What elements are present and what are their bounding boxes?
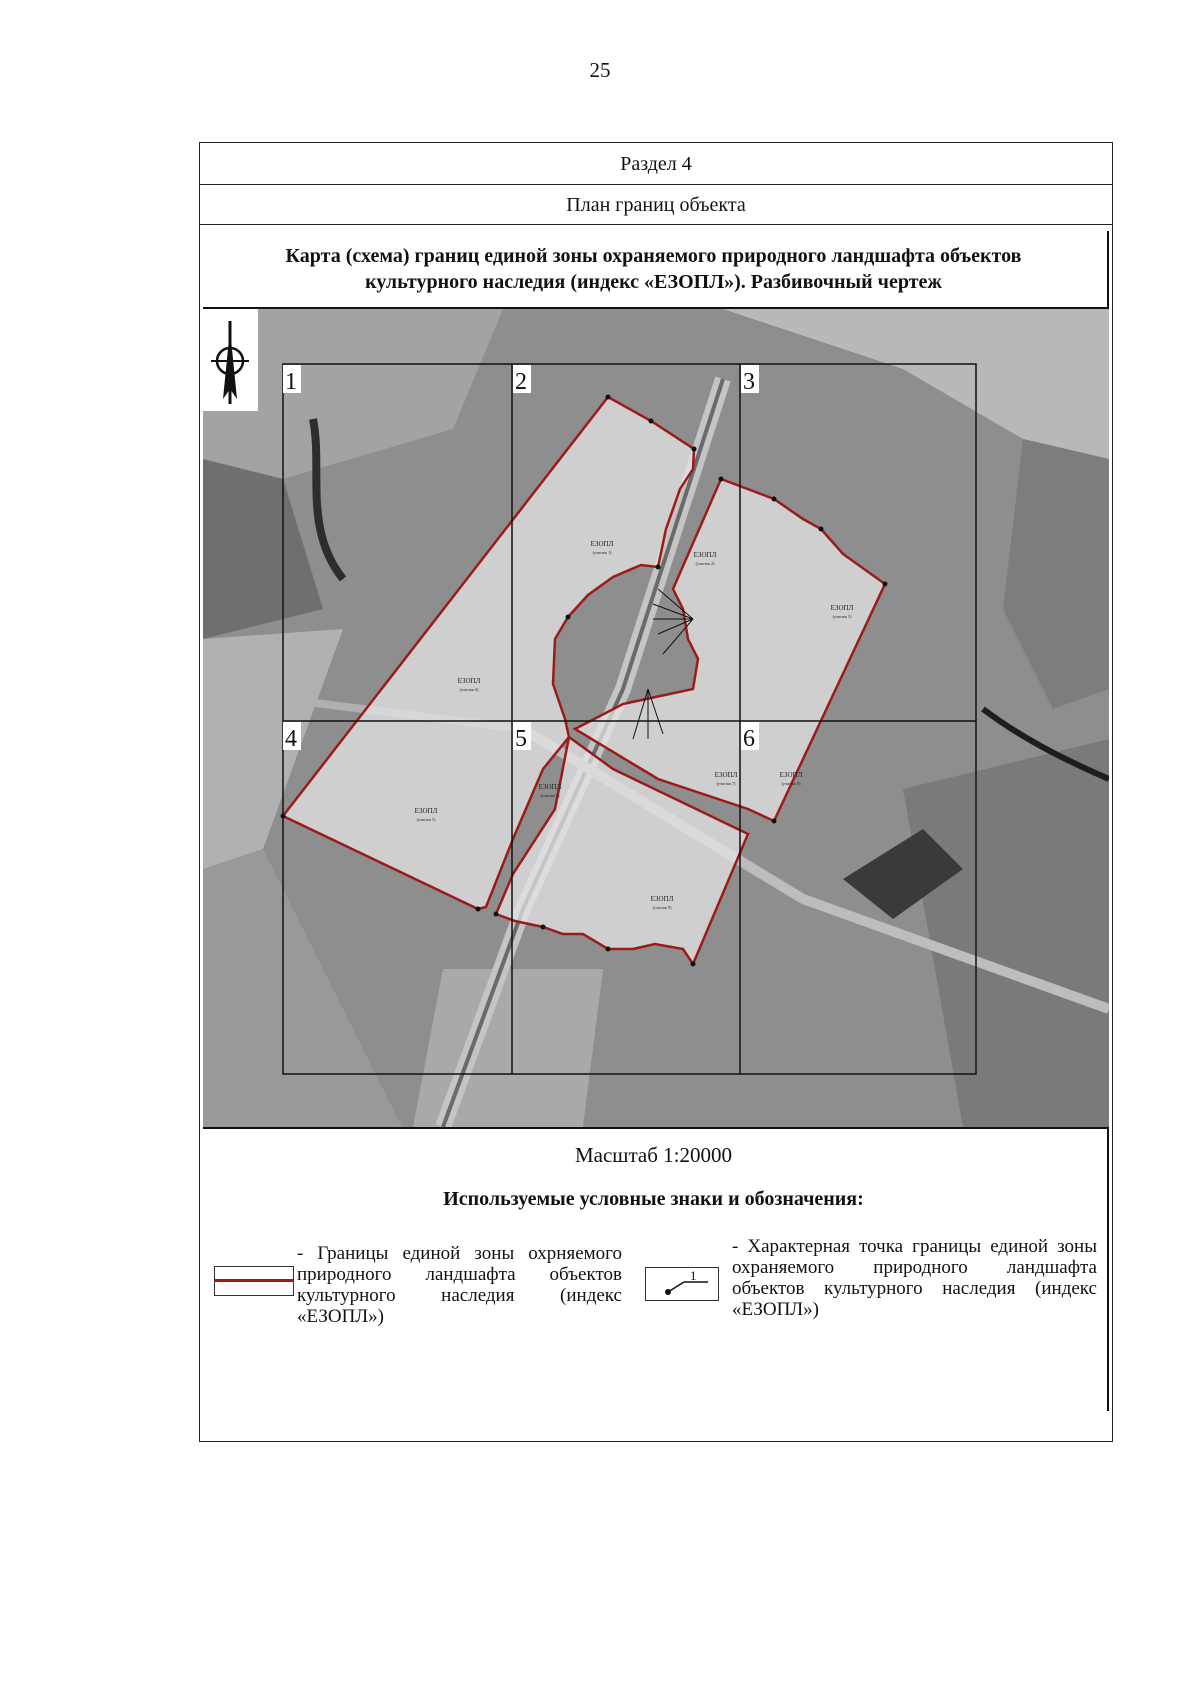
zone-label-sub: (участок 3): [832, 614, 852, 619]
section-heading: Раздел 4: [200, 143, 1112, 185]
grid-cell-5: 5: [515, 726, 527, 752]
vertex-point-symbol: [645, 1267, 719, 1301]
field-patch: [413, 969, 603, 1127]
boundary-line-symbol: [214, 1266, 294, 1296]
zone-label-name: ЕЗОПЛ: [457, 677, 481, 685]
boundary-line-icon: [215, 1279, 293, 1282]
vertex-point: [656, 565, 661, 570]
vertex-point: [772, 497, 777, 502]
vertex-point: [691, 962, 696, 967]
vertex-point: [476, 907, 481, 912]
zone-label-name: ЕЗОПЛ: [538, 783, 562, 791]
map-title: [200, 243, 1107, 295]
vertex-point: [772, 819, 777, 824]
section-subtitle: План границ объекта: [200, 185, 1112, 225]
grid-cell-4: 4: [285, 726, 297, 752]
legend-boundary-text: - Границы единой зоны охрняемого природного ландшафта объектов культурного наследия (индекс «ЕЗОПЛ»): [297, 1243, 622, 1327]
vertex-point: [494, 912, 499, 917]
zone-label-name: ЕЗОПЛ: [714, 771, 738, 779]
map-title-line1: Карта (схема) границ единой зоны охраняемого природного ландшафта объектов: [285, 245, 1022, 267]
zone-label-sub: (участок 7): [716, 781, 736, 786]
zone-label-name: ЕЗОПЛ: [650, 895, 674, 903]
zone-label-sub: (участок 4): [459, 687, 479, 692]
map-title-line2: культурного наследия (индекс «ЕЗОПЛ»). Разбивочный чертеж: [365, 271, 942, 293]
aerial-map: [203, 307, 1109, 1129]
vertex-point: [649, 419, 654, 424]
zone-label-name: ЕЗОПЛ: [693, 551, 717, 559]
vertex-point: [692, 447, 697, 452]
zone-label-sub: (участок 2): [695, 561, 715, 566]
vertex-point: [883, 582, 888, 587]
north-arrow-icon: [203, 309, 258, 411]
vertex-point: [819, 527, 824, 532]
page-number: 25: [589, 58, 611, 82]
map-svg: [203, 309, 1109, 1127]
vertex-point: [566, 615, 571, 620]
zone-label-sub: (участок 8): [781, 781, 801, 786]
legend-vertex-text: - Характерная точка границы единой зоны охраняемого природного ландшафта объектов культурного наследия (индекс «ЕЗОПЛ»): [732, 1236, 1097, 1320]
grid-cell-3: 3: [743, 369, 755, 395]
map-sheet: [200, 231, 1109, 1411]
zone-label-sub: (участок 9): [652, 905, 672, 910]
zone-label-sub: (участок 5): [416, 817, 436, 822]
vertex-point: [606, 395, 611, 400]
grid-cell-1: 1: [285, 369, 297, 395]
zone-label-sub: (участок 1): [592, 550, 612, 555]
vertex-point: [541, 925, 546, 930]
legend-title: Используемые условные знаки и обозначения:: [443, 1188, 864, 1210]
zone-label-name: ЕЗОПЛ: [779, 771, 803, 779]
zone-label-sub: (участок 6): [540, 793, 560, 798]
grid-cell-6: 6: [743, 726, 755, 752]
zone-label-name: ЕЗОПЛ: [830, 604, 854, 612]
vertex-point: [719, 477, 724, 482]
zone-label-name: ЕЗОПЛ: [590, 540, 614, 548]
vertex-number: 1: [690, 1268, 697, 1283]
vertex-point: [606, 947, 611, 952]
document-frame: [199, 142, 1113, 1442]
grid-cell-2: 2: [515, 369, 527, 395]
vertex-point-icon: [646, 1268, 718, 1300]
vertex-leader: [668, 1282, 684, 1292]
map-scale: Масштаб 1:20000: [574, 1143, 732, 1167]
zone-label-name: ЕЗОПЛ: [414, 807, 438, 815]
